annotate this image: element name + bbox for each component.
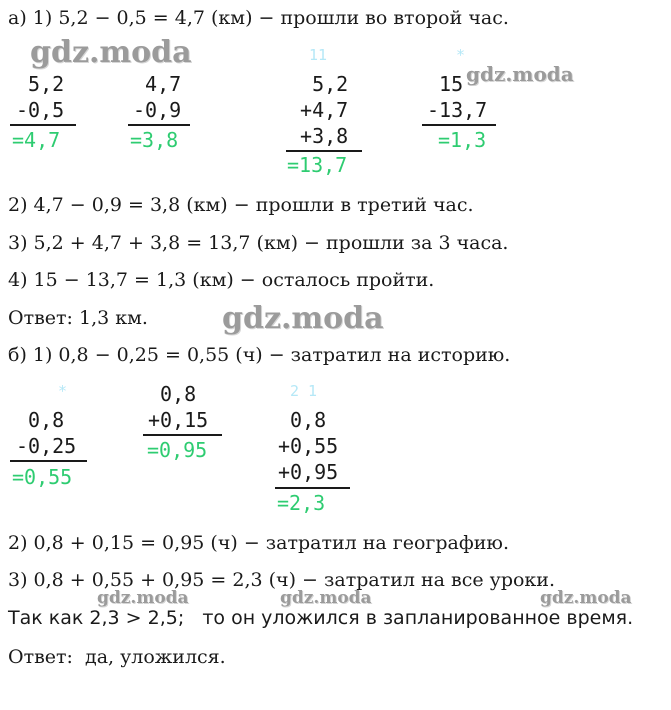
text-line-b4: Так как 2,3 > 2,5; то он уложился в запланированное время. [8,607,634,629]
watermark-logo: gdz.moda [97,588,189,608]
watermark-logo: gdz.moda [280,588,372,608]
column-3-line-3: +3,8 [288,124,349,148]
column-5-result: =0,55 [12,465,73,489]
column-7-line-3: +0,95 [278,460,339,484]
watermark-logo: gdz.moda [540,588,632,608]
text-line-b2: 2) 0,8 + 0,15 = 0,95 (ч) − затратил на географию. [8,532,509,554]
column-7-line-2: +0,55 [278,434,339,458]
column-2-rule [128,124,190,126]
answer-a: Ответ: 1,3 км. [8,307,148,329]
answer-b: Ответ: да, уложился. [8,646,226,668]
column-7-result: =2,3 [277,491,326,515]
column-6-line-2: +0,15 [148,408,209,432]
column-1-line-1: 5,2 [16,72,65,96]
column-4-line-2: -13,7 [427,98,488,122]
column-6-result: =0,95 [147,438,208,462]
column-6-line-1: 0,8 [148,382,197,406]
column-5-line-1: 0,8 [16,408,65,432]
column-3-line-1: 5,2 [288,72,349,96]
column-5-carry: * [58,382,68,400]
column-6-rule [143,434,222,436]
column-5-line-2: -0,25 [16,434,77,458]
column-5-rule [10,460,87,462]
column-2-line-1: 4,7 [133,72,182,96]
column-4-line-1: 15 [427,72,464,96]
column-7-line-1: 0,8 [278,408,327,432]
watermark-logo: gdz.moda [222,301,384,336]
column-4-result: =1,3 [438,128,487,152]
column-3-carry: 11 [309,46,328,64]
column-1-rule [10,124,76,126]
column-1-line-2: -0,5 [16,98,65,122]
column-1-result: =4,7 [12,128,61,152]
text-line-b3: 3) 0,8 + 0,55 + 0,95 = 2,3 (ч) − затратил на все уроки. [8,569,555,591]
column-3-result: =13,7 [287,153,348,177]
column-7-carry: 2 1 [290,382,318,400]
watermark-logo: gdz.moda [30,35,192,70]
text-line-b1: б) 1) 0,8 − 0,25 = 0,55 (ч) − затратил на историю. [8,344,511,366]
column-3-line-2: +4,7 [288,98,349,122]
column-4-carry: * [456,46,466,64]
column-7-rule [275,487,350,489]
text-line-a1: а) 1) 5,2 − 0,5 = 4,7 (км) − прошли во второй час. [8,7,509,29]
column-2-line-2: -0,9 [133,98,182,122]
text-line-a4: 4) 15 − 13,7 = 1,3 (км) − осталось пройти. [8,269,435,291]
text-line-a3: 3) 5,2 + 4,7 + 3,8 = 13,7 (км) − прошли за 3 часа. [8,232,509,254]
column-4-rule [422,124,496,126]
column-2-result: =3,8 [130,128,179,152]
watermark-logo: gdz.moda [466,62,574,86]
text-line-a2: 2) 4,7 − 0,9 = 3,8 (км) − прошли в третий час. [8,194,474,216]
